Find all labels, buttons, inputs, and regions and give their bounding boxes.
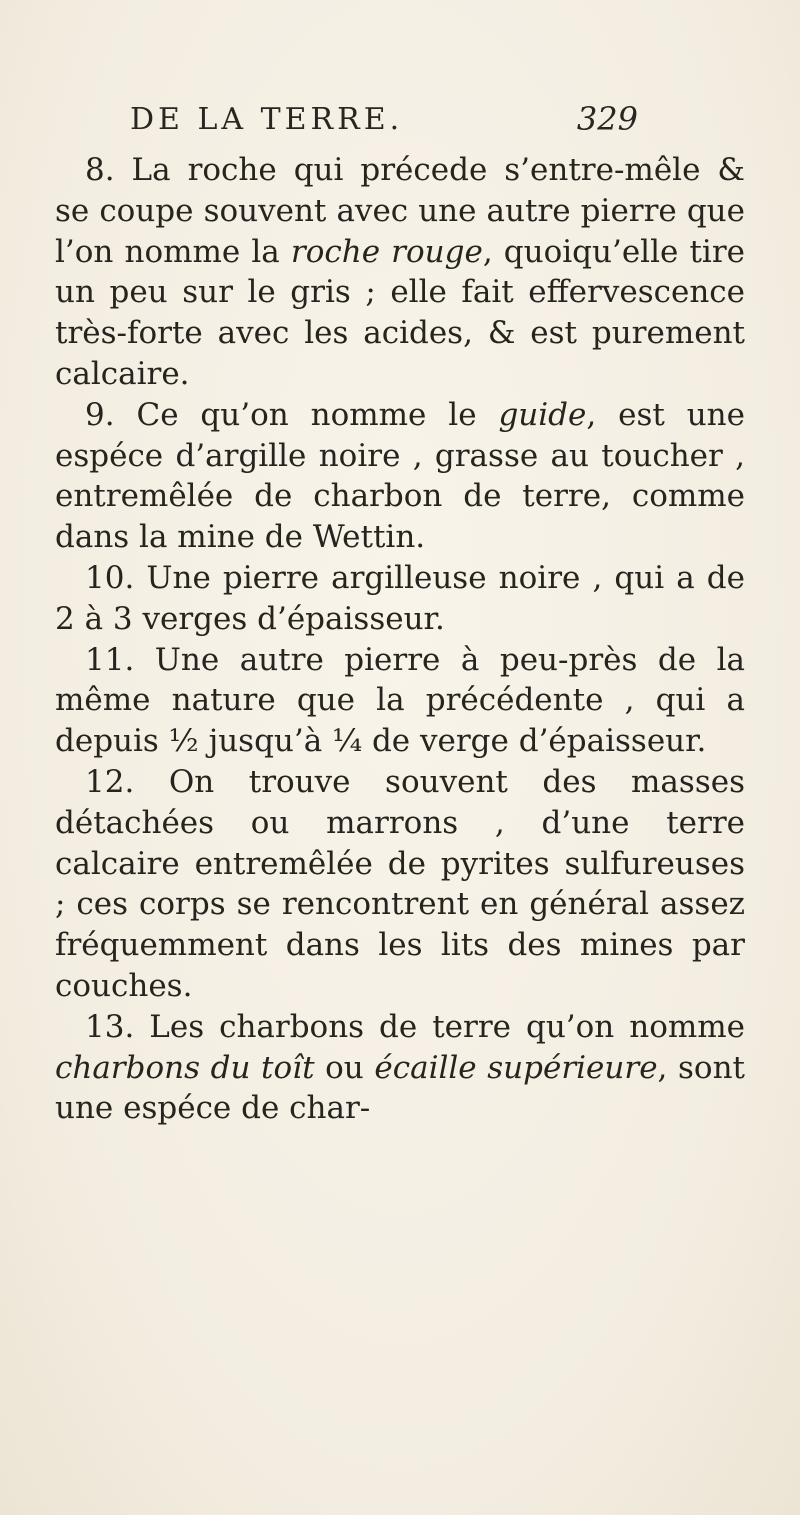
paragraph-11 bbox=[55, 640, 745, 762]
text-run: , quoiqu’elle tire un peu sur le gris ; elle fait effervescence très-forte avec les acides, & est purement calcaire. bbox=[55, 233, 745, 392]
text-run: 13. Les charbons de terre qu’on nomme bbox=[85, 1008, 745, 1045]
text-run: 12. On trouve souvent des masses détachées ou marrons , d’une terre calcaire entremêlée de pyrites sulfureuses ; ces corps se rencontrent en général assez fréquemment dans les lits des mines par couches. bbox=[55, 763, 745, 1004]
italic-term: charbons du toît bbox=[55, 1049, 315, 1086]
paragraph-9 bbox=[55, 395, 745, 558]
text-run: , sont une espéce de char- bbox=[55, 1049, 746, 1127]
paragraph-12 bbox=[55, 762, 745, 1007]
text-run: , est une espéce d’argille noire , grasse au toucher , entremêlée de charbon de terre, comme dans la mine de Wettin. bbox=[55, 396, 745, 556]
italic-term: roche rouge bbox=[290, 233, 483, 270]
paragraph-13 bbox=[55, 1007, 745, 1129]
text-run: 9. Ce qu’on nomme le bbox=[85, 396, 499, 433]
text-run: 10. Une pierre argilleuse noire , qui a de 2 à 3 verges d’épaisseur. bbox=[55, 559, 745, 637]
running-head: DE LA TERRE. bbox=[130, 102, 404, 137]
italic-term: écaille supérieure bbox=[374, 1049, 658, 1086]
page-header bbox=[130, 100, 650, 150]
text-run: 8. La roche qui précede s’entre-mêle & se coupe souvent avec une autre pierre que l’on nomme la bbox=[55, 152, 745, 270]
paragraph-8 bbox=[55, 150, 745, 395]
text-run: ou bbox=[314, 1049, 375, 1086]
text-run: 11. Une autre pierre à peu-près de la même nature que la précédente , qui a depuis ½ jusqu’à ¼ de verge d’épaisseur. bbox=[55, 641, 745, 760]
page-number: 329 bbox=[576, 100, 638, 138]
body-text bbox=[55, 150, 745, 1129]
italic-term: guide bbox=[498, 396, 587, 433]
paragraph-10 bbox=[55, 558, 745, 640]
